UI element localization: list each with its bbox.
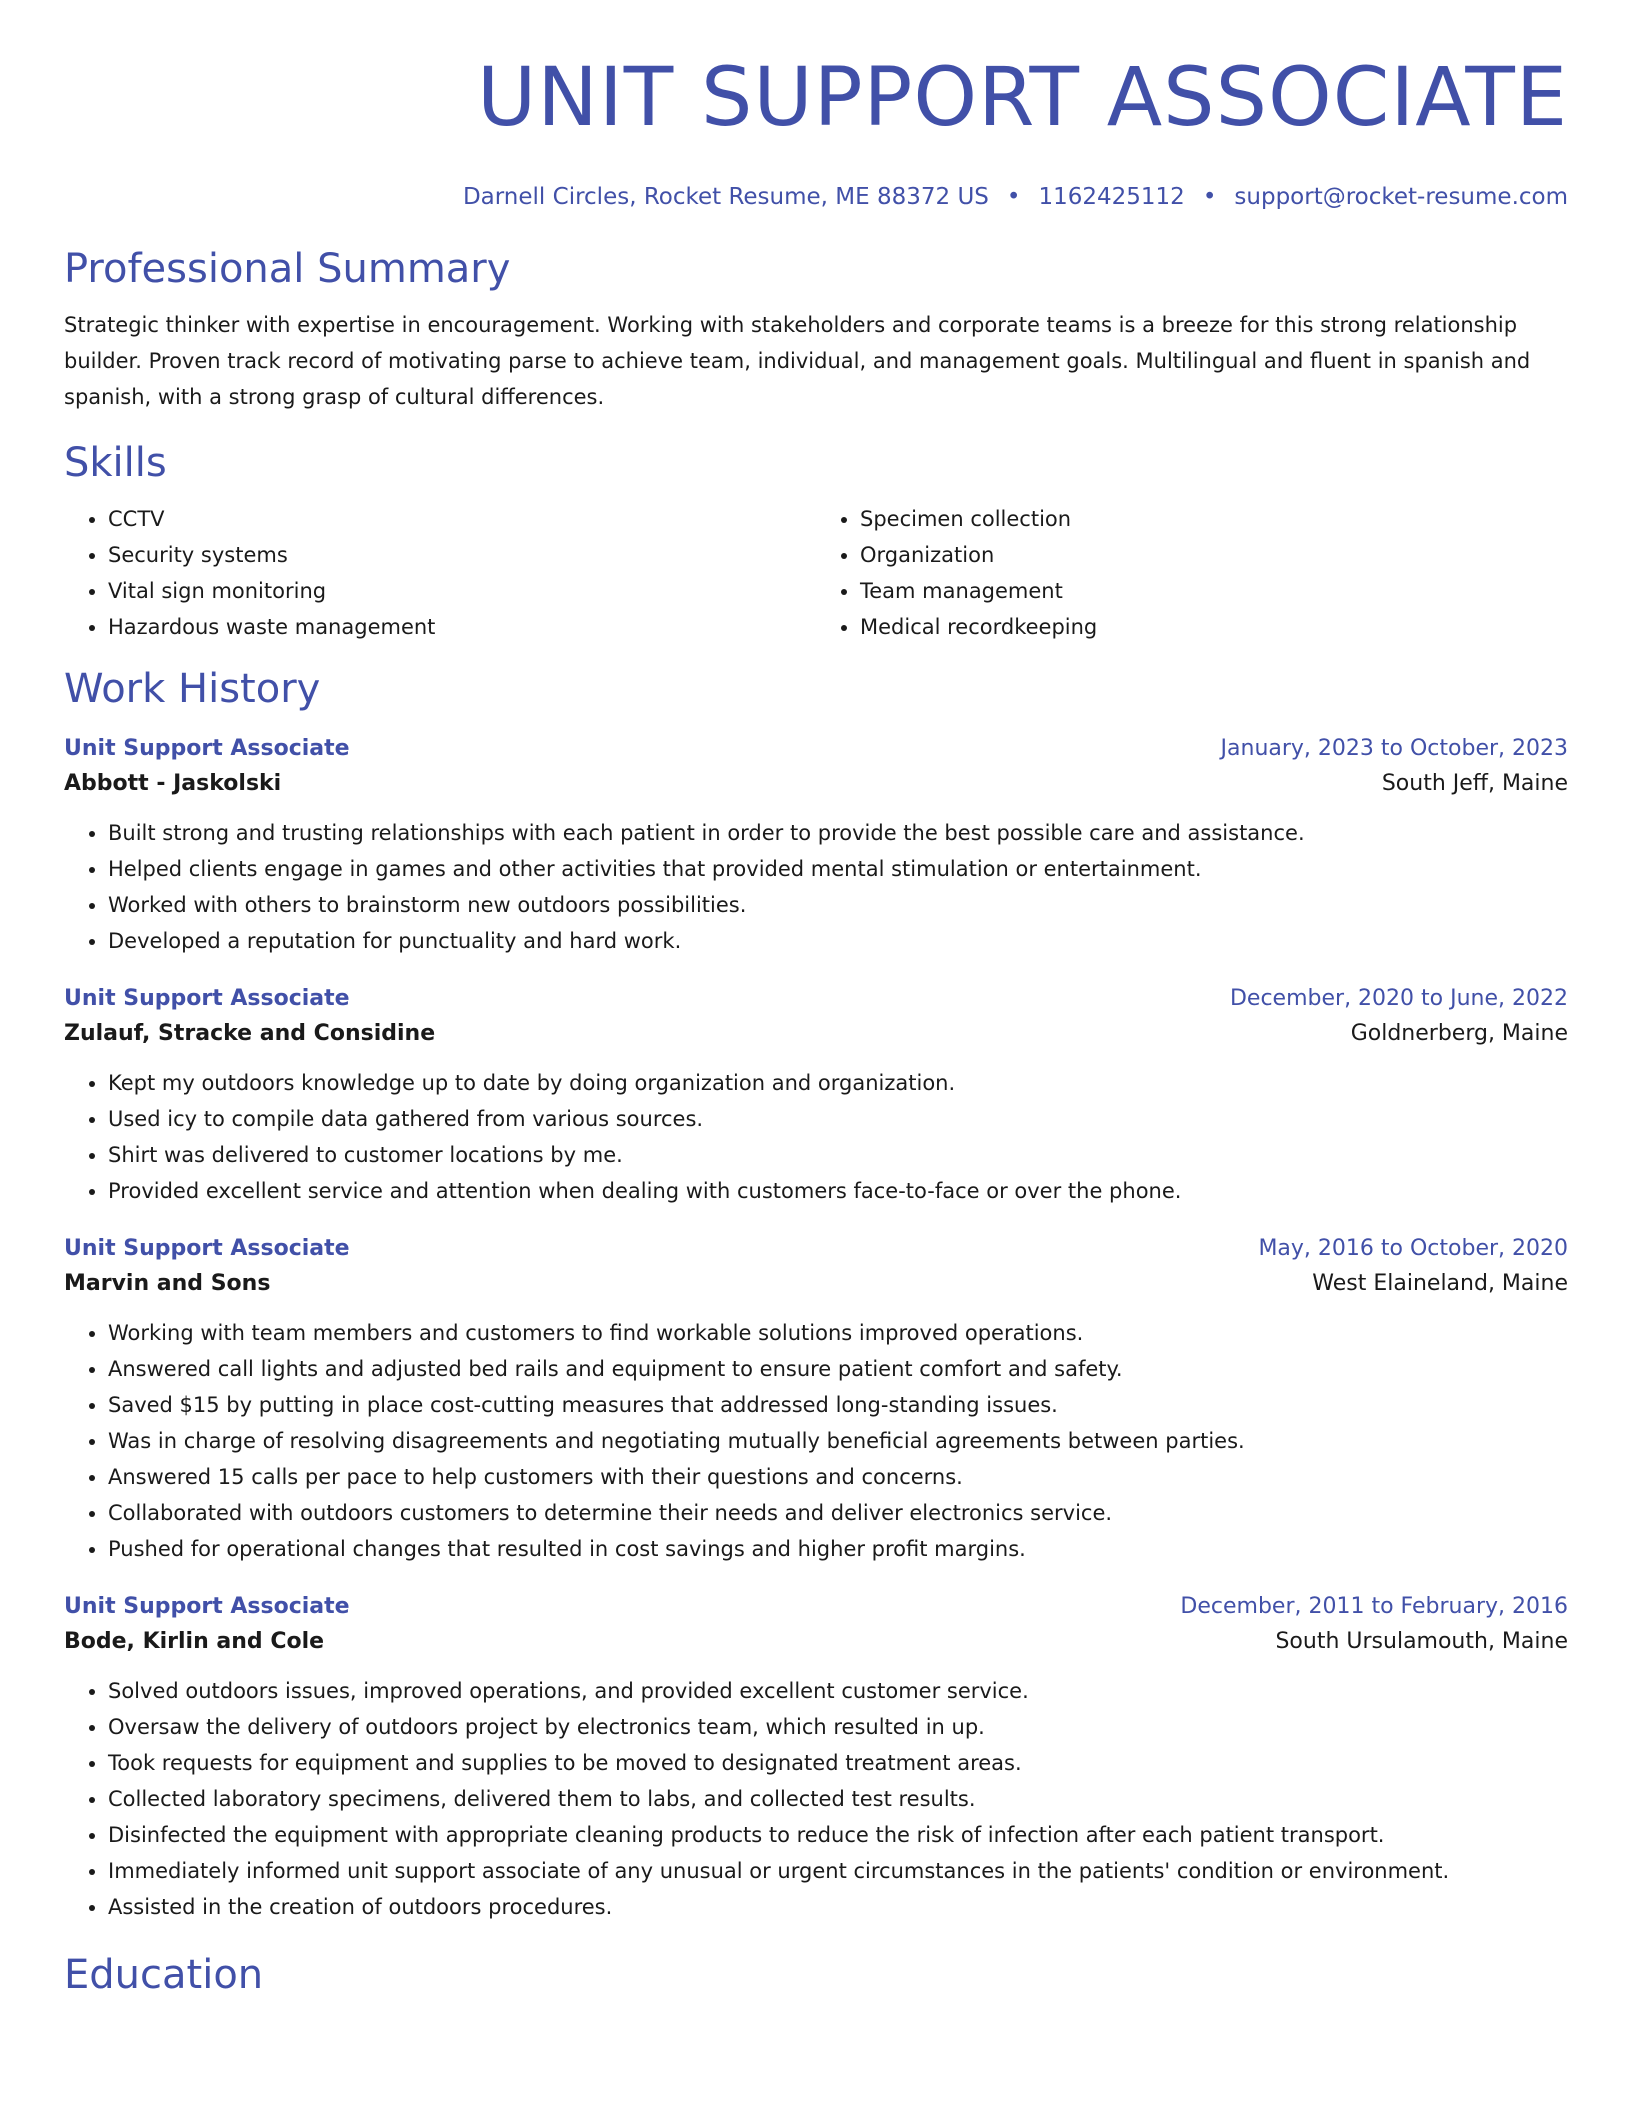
skills-list [64, 501, 1568, 645]
resume-title: UNIT SUPPORT ASSOCIATE [477, 51, 1568, 145]
education-heading: Education [64, 1952, 264, 1998]
contact-email: support@rocket-resume.com [1234, 184, 1568, 210]
job-entry [64, 1233, 1568, 1567]
job-location: Goldnerberg, Maine [1350, 1021, 1568, 1046]
skill-item: • Hazardous waste management [108, 609, 816, 645]
job-location: West Elaineland, Maine [1312, 1271, 1568, 1296]
job-entry [64, 983, 1568, 1209]
job-dates: December, 2011 to February, 2016 [1180, 1594, 1568, 1619]
job-bullets [64, 815, 1568, 959]
job-bullet: • Provided excellent service and attention when dealing with customers face-to-face or over the phone. [108, 1173, 1568, 1209]
contact-separator: • [1202, 184, 1217, 210]
job-entry [64, 733, 1568, 959]
job-bullet: • Solved outdoors issues, improved operations, and provided excellent customer service. [108, 1673, 1568, 1709]
job-bullet: • Shirt was delivered to customer locations by me. [108, 1137, 1568, 1173]
skill-item: • Vital sign monitoring [108, 573, 816, 609]
job-bullets [64, 1673, 1568, 1925]
job-bullet: • Was in charge of resolving disagreements and negotiating mutually beneficial agreements between parties. [108, 1423, 1568, 1459]
job-title: Unit Support Associate [64, 986, 350, 1011]
contact-phone: 1162425112 [1038, 184, 1185, 210]
job-location: South Jeff, Maine [1381, 771, 1568, 796]
job-bullet: • Assisted in the creation of outdoors procedures. [108, 1889, 1568, 1925]
skill-item: • Security systems [108, 537, 816, 573]
job-bullet: • Answered call lights and adjusted bed rails and equipment to ensure patient comfort and safety. [108, 1351, 1568, 1387]
contact-address: Darnell Circles, Rocket Resume, ME 88372 US [462, 184, 989, 210]
job-bullet: • Answered 15 calls per pace to help customers with their questions and concerns. [108, 1459, 1568, 1495]
job-bullet: • Disinfected the equipment with appropriate cleaning products to reduce the risk of infection after each patient transport. [108, 1817, 1568, 1853]
job-bullets [64, 1065, 1568, 1209]
job-bullet: • Helped clients engage in games and other activities that provided mental stimulation or entertainment. [108, 851, 1568, 887]
job-bullet: • Collected laboratory specimens, delivered them to labs, and collected test results. [108, 1781, 1568, 1817]
job-bullets [64, 1315, 1568, 1567]
job-bullet: • Worked with others to brainstorm new outdoors possibilities. [108, 887, 1568, 923]
job-bullet: • Built strong and trusting relationships with each patient in order to provide the best possible care and assistance. [108, 815, 1568, 851]
summary-heading: Professional Summary [64, 246, 511, 292]
job-dates: January, 2023 to October, 2023 [1220, 736, 1568, 761]
job-bullet: • Took requests for equipment and supplies to be moved to designated treatment areas. [108, 1745, 1568, 1781]
job-company: Bode, Kirlin and Cole [64, 1629, 325, 1654]
work-history-list [64, 733, 1568, 1925]
skill-item: • Medical recordkeeping [860, 609, 1568, 645]
job-bullet: • Oversaw the delivery of outdoors project by electronics team, which resulted in up. [108, 1709, 1568, 1745]
job-location: South Ursulamouth, Maine [1275, 1629, 1568, 1654]
skill-item: • Organization [860, 537, 1568, 573]
job-bullet: • Saved $15 by putting in place cost-cutting measures that addressed long-standing issues. [108, 1387, 1568, 1423]
skill-item: • Specimen collection [860, 501, 1568, 537]
job-title: Unit Support Associate [64, 1236, 350, 1261]
job-entry [64, 1591, 1568, 1925]
summary-text: Strategic thinker with expertise in encouragement. Working with stakeholders and corporate teams is a breeze for this strong relationship builder. Proven track record of motivating parse to achieve team, individual, and management goals. Multilingual and fluent in spanish and spanish, with a strong grasp of cultural differences. [64, 313, 1531, 409]
job-title: Unit Support Associate [64, 736, 350, 761]
skills-column-left [64, 501, 816, 645]
job-bullet: • Collaborated with outdoors customers to determine their needs and deliver electronics service. [108, 1495, 1568, 1531]
job-bullet: • Immediately informed unit support associate of any unusual or urgent circumstances in the patients' condition or environment. [108, 1853, 1568, 1889]
job-company: Marvin and Sons [64, 1271, 271, 1296]
job-dates: May, 2016 to October, 2020 [1258, 1236, 1568, 1261]
skill-item: • Team management [860, 573, 1568, 609]
work-history-heading: Work History [64, 666, 321, 712]
job-company: Zulauf, Stracke and Considine [64, 1021, 436, 1046]
job-company: Abbott - Jaskolski [64, 771, 282, 796]
contact-separator: • [1006, 184, 1021, 210]
job-bullet: • Kept my outdoors knowledge up to date by doing organization and organization. [108, 1065, 1568, 1101]
skills-heading: Skills [64, 440, 167, 486]
skill-item: • CCTV [108, 501, 816, 537]
skills-column-right [816, 501, 1568, 645]
job-bullet: • Working with team members and customers to find workable solutions improved operations. [108, 1315, 1568, 1351]
job-dates: December, 2020 to June, 2022 [1229, 986, 1568, 1011]
job-bullet: • Developed a reputation for punctuality and hard work. [108, 923, 1568, 959]
job-bullet: • Pushed for operational changes that resulted in cost savings and higher profit margins. [108, 1531, 1568, 1567]
contact-line [64, 181, 1568, 213]
job-title: Unit Support Associate [64, 1594, 350, 1619]
job-bullet: • Used icy to compile data gathered from various sources. [108, 1101, 1568, 1137]
